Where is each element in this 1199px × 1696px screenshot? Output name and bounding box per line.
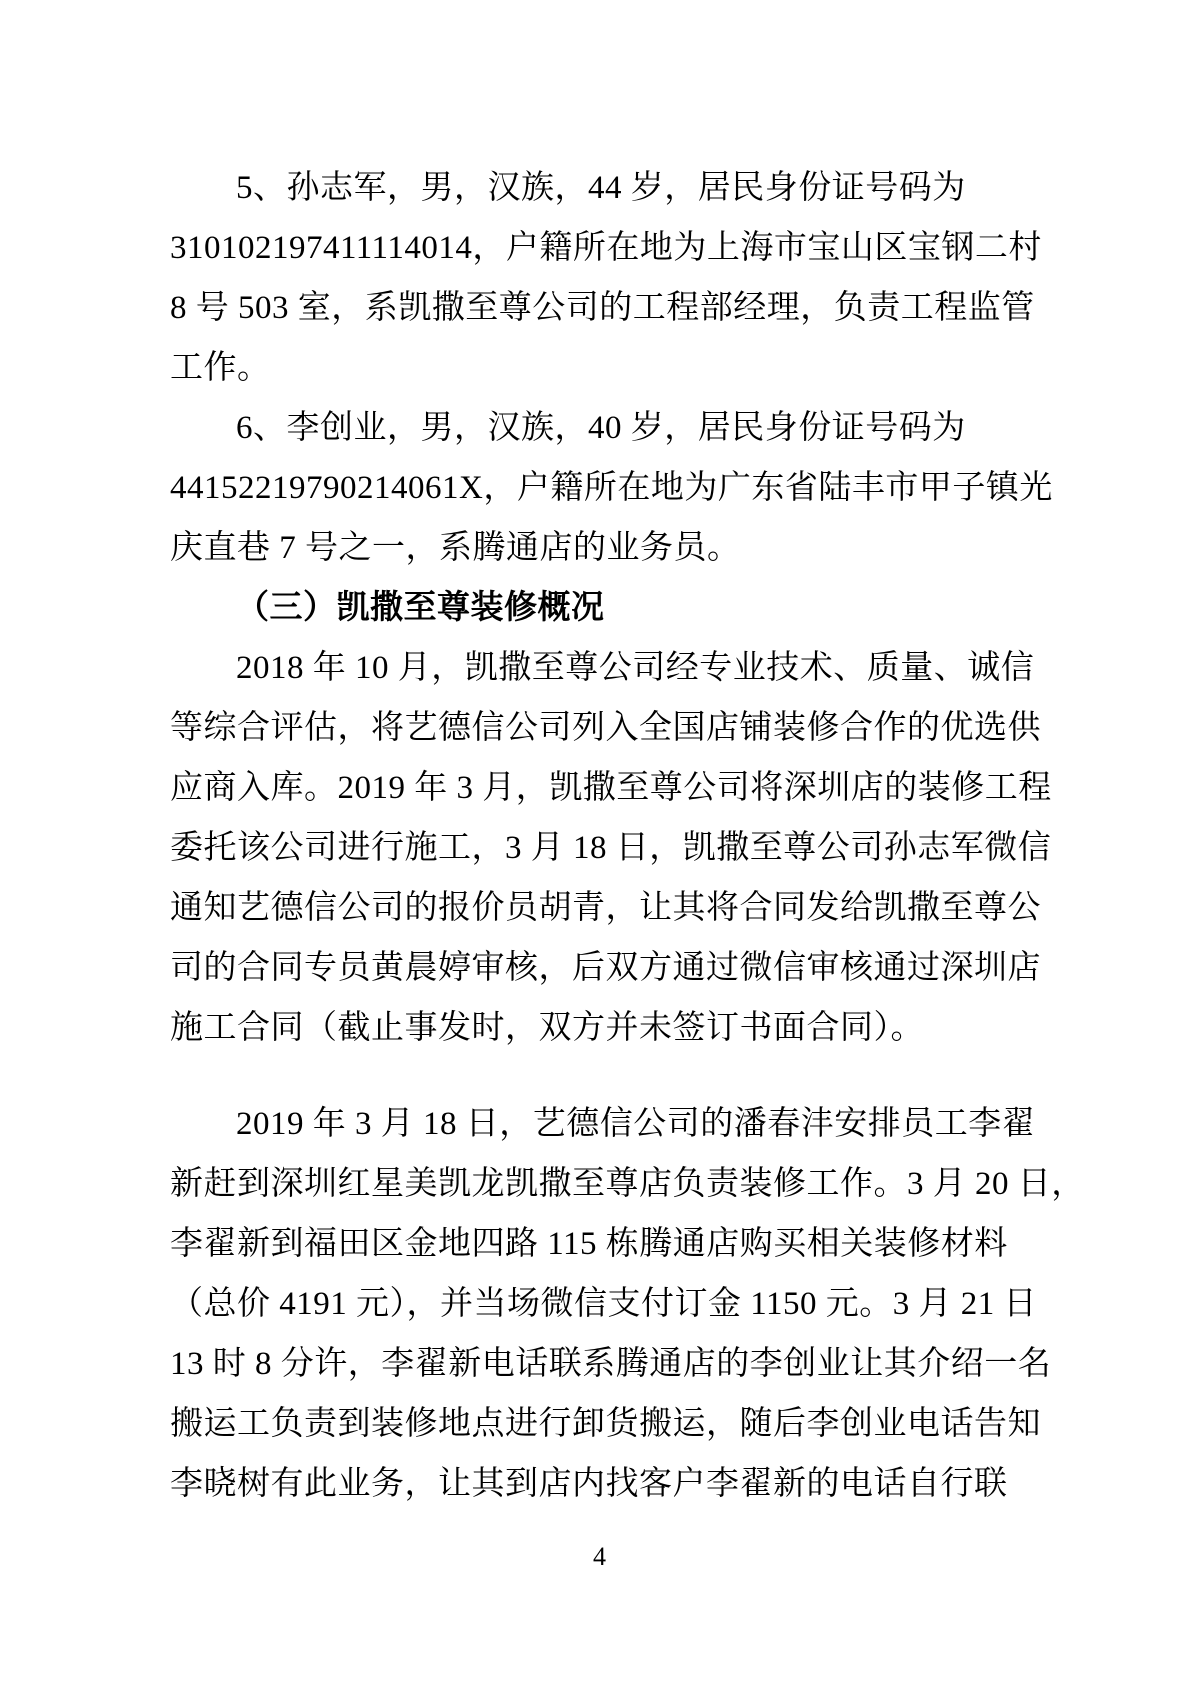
document-body (170, 158, 1085, 1514)
text-line: 2019 年 3 月 18 日，艺德信公司的潘春沣安排员工李翟 (236, 1106, 1036, 1142)
text-line: 通知艺德信公司的报价员胡青，让其将合同发给凯撒至尊公 (170, 890, 1041, 926)
text-line: 庆直巷 7 号之一，系腾通店的业务员。 (170, 530, 741, 566)
section-heading: （三）凯撒至尊装修概况 (236, 590, 605, 626)
text-line: 新赶到深圳红星美凯龙凯撒至尊店负责装修工作。3 月 20 日， (170, 1166, 1085, 1202)
text-line: 等综合评估，将艺德信公司列入全国店铺装修合作的优选供 (170, 710, 1041, 746)
text-line: 李翟新到福田区金地四路 115 栋腾通店购买相关装修材料 (170, 1226, 1008, 1262)
text-line: 44152219790214061X，户籍所在地为广东省陆丰市甲子镇光 (170, 470, 1053, 506)
text-line: 5、孙志军，男，汉族，44 岁，居民身份证号码为 (236, 170, 966, 206)
text-line: 应商入库。2019 年 3 月，凯撒至尊公司将深圳店的装修工程 (170, 770, 1052, 806)
text-line: 施工合同（截止事发时，双方并未签订书面合同）。 (170, 1010, 924, 1046)
text-line: 8 号 503 室，系凯撒至尊公司的工程部经理，负责工程监管 (170, 290, 1035, 326)
text-line: 司的合同专员黄晨婷审核，后双方通过微信审核通过深圳店 (170, 950, 1041, 986)
text-line: 工作。 (170, 350, 271, 386)
text-line: 李晓树有此业务，让其到店内找客户李翟新的电话自行联 (170, 1466, 1008, 1502)
text-line: 搬运工负责到装修地点进行卸货搬运，随后李创业电话告知 (170, 1406, 1041, 1442)
page-number: 4 (593, 1542, 606, 1571)
paragraph-spacer (170, 1058, 1036, 1094)
text-line: 6、李创业，男，汉族，40 岁，居民身份证号码为 (236, 410, 966, 446)
text-line: 13 时 8 分许，李翟新电话联系腾通店的李创业让其介绍一名 (170, 1346, 1052, 1382)
text-line: 委托该公司进行施工，3 月 18 日，凯撒至尊公司孙志军微信 (170, 830, 1052, 866)
text-line: 2018 年 10 月，凯撒至尊公司经专业技术、质量、诚信 (236, 650, 1035, 686)
text-line: （总价 4191 元），并当场微信支付订金 1150 元。3 月 21 日 (170, 1286, 1038, 1322)
text-line: 310102197411114014，户籍所在地为上海市宝山区宝钢二村 (170, 230, 1042, 266)
